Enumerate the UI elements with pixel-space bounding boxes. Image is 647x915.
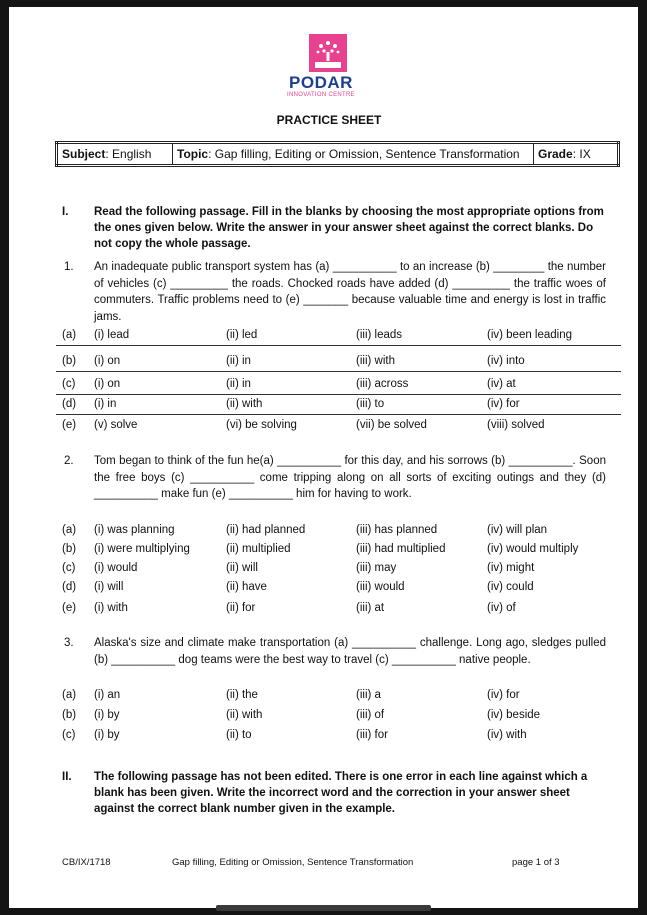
q2-option-row-d: (d) (i) will (ii) have (iii) would (iv) could [62, 581, 534, 593]
topic-cell: Topic: Gap filling, Editing or Omission, Sentence Transformation [173, 143, 534, 166]
q2-passage: Tom began to think of the fun he(a) __________ for this day, and his sorrows (b) __________. Soon the free boys (c) __________ come tripping along on all sorts of exciting outings and they (d) __________ make fun (e) __________ him for having to work. [94, 455, 606, 500]
q3-option-row-a: (a) (i) an (ii) the (iii) a (iv) for [62, 689, 520, 701]
grade-cell: Grade: IX [534, 143, 619, 166]
subject-cell: Subject: English [57, 143, 173, 166]
logo-subtitle: INNOVATION CENTRE [287, 92, 355, 98]
q2-option-row-e: (e) (i) with (ii) for (iii) at (iv) of [62, 602, 516, 614]
q1-passage: An inadequate public transport system has (a) __________ to an increase (b) ________ the number of vehicles (c) _________ the roads. Chocked roads have added (d) _________ the traffic woes of commuters. Traffic problems need to (e) _______ because valuable time and energy is lost in traffic jams. [94, 261, 606, 323]
q2-number: 2. [64, 455, 74, 467]
logo-tree-icon [309, 34, 347, 72]
q1-number: 1. [64, 261, 74, 273]
q3-passage: Alaska's size and climate make transportation (a) __________ challenge. Long ago, sledges pulled (b) __________ dog teams were the best way to travel (c) __________ native people. [94, 637, 606, 666]
q3-option-row-b: (b) (i) by (ii) with (iii) of (iv) beside [62, 709, 541, 721]
q3-option-row-c: (c) (i) by (ii) to (iii) for (iv) with [62, 729, 527, 741]
section1-instructions: Read the following passage. Fill in the blanks by choosing the most appropriate options from the ones given below. Write the answer in your answer sheet against the correct blanks. Do not copy the whole passage. [94, 206, 604, 250]
section2-number: II. [62, 771, 72, 783]
q1-option-row-a: (a) (i) lead (ii) led (iii) leads (iv) been leading [56, 327, 621, 346]
q3-number: 3. [64, 637, 74, 649]
q2-option-row-c: (c) (i) would (ii) will (iii) may (iv) might [62, 562, 535, 574]
q1-option-row-c: (c) (i) on (ii) in (iii) across (iv) at [56, 376, 621, 395]
footer-page-number: page 1 of 3 [512, 857, 560, 868]
page-title: PRACTICE SHEET [276, 113, 382, 127]
section1-number: I. [62, 206, 69, 218]
info-table [55, 141, 620, 167]
q1-option-row-d: (d) (i) in (ii) with (iii) to (iv) for [56, 396, 621, 415]
q1-option-row-e: (e) (v) solve (vi) be solving (vii) be solved (viii) solved [62, 419, 545, 431]
practice-sheet-page [9, 7, 638, 908]
q2-option-row-b: (b) (i) were multiplying (ii) multiplied (iii) had multiplied (iv) would multiply [62, 543, 579, 555]
footer-code: CB/IX/1718 [62, 857, 111, 868]
q1-option-row-b: (b) (i) on (ii) in (iii) with (iv) into [56, 353, 621, 372]
q2-option-row-a: (a) (i) was planning (ii) had planned (iii) has planned (iv) will plan [62, 524, 548, 536]
section2-instructions: The following passage has not been edited. There is one error in each line against which a blank has been given. Write the incorrect word and the correction in your answer sheet against the correct blank number given in the example. [94, 771, 588, 815]
horizontal-scrollbar[interactable] [216, 905, 431, 911]
logo-wordmark: PODAR [289, 73, 353, 92]
footer-topic: Gap filling, Editing or Omission, Sentence Transformation [172, 857, 414, 868]
